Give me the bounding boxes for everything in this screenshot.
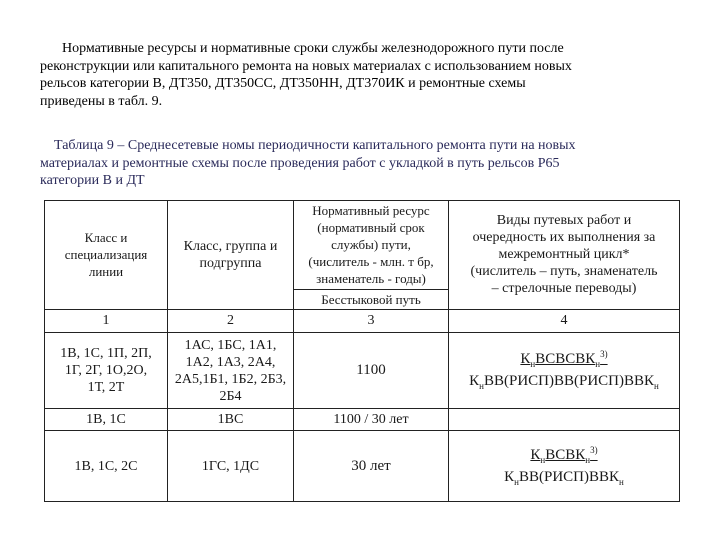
scheme-text: ВСВСВК <box>535 351 596 368</box>
scheme-denominator <box>453 469 675 491</box>
header-text: службы) пути, <box>331 237 411 253</box>
cell-repair-scheme <box>449 332 680 409</box>
header-text: Виды путевых работ и <box>496 213 632 229</box>
scheme-denominator <box>453 373 675 395</box>
table-row <box>45 431 680 502</box>
header-text: межремонтный цикл* <box>498 247 630 263</box>
scheme-subscript: н <box>514 476 519 487</box>
scheme-numerator <box>520 346 607 373</box>
header-text: знаменатель - годы) <box>316 271 426 287</box>
header-text: Класс, группа и <box>183 238 278 254</box>
cell-line-class: 1В, 1С <box>45 409 168 431</box>
cell-text: 1В, 1С, 1П, 2П, <box>60 346 152 362</box>
cell-resource: 1100 <box>294 332 449 409</box>
table-header-row <box>45 201 680 290</box>
cell-line-class <box>45 332 168 409</box>
caption-line: материалах и ремонтные схемы после проведения работ с укладкой в путь рельсов Р65 <box>40 155 560 171</box>
column-number: 3 <box>294 309 449 332</box>
column-number: 1 <box>45 309 168 332</box>
header-text: подгруппа <box>199 255 262 271</box>
column-number-row <box>45 309 680 332</box>
header-text: (числитель - млн. т бр, <box>308 254 434 270</box>
cell-group <box>168 332 294 409</box>
paragraph-line: приведены в табл. 9. <box>40 93 163 109</box>
cell-text: 1АС, 1БС, 1А1, <box>184 337 277 353</box>
paragraph-line: реконструкции или капитального ремонта на новых материалах с использованием новых <box>40 58 572 74</box>
header-text: Нормативный ресурс <box>312 203 430 219</box>
intro-paragraph <box>40 40 680 110</box>
scheme-subscript: н <box>540 454 546 465</box>
header-text: Класс и <box>84 230 128 246</box>
scheme-numerator <box>530 442 597 469</box>
header-text: (числитель – путь, знаменатель <box>470 264 658 280</box>
table-row <box>45 409 680 431</box>
scheme-text: К <box>504 468 515 485</box>
cell-resource: 30 лет <box>294 431 449 502</box>
scheme-subscript: н <box>595 359 601 370</box>
cell-resource: 1100 / 30 лет <box>294 409 449 431</box>
scheme-text: К <box>530 446 541 463</box>
paragraph-line: Нормативные ресурсы и нормативные сроки службы железнодорожного пути после <box>62 41 564 56</box>
column-number: 4 <box>449 309 680 332</box>
scheme-text: ВВ(РИСП)ВВК <box>518 468 620 485</box>
footnote-ref: 3) <box>600 349 608 360</box>
header-text: специализация <box>64 247 148 263</box>
scheme-text: ВСВК <box>545 446 586 463</box>
scheme-text: К <box>469 373 480 390</box>
column-number: 2 <box>168 309 294 332</box>
caption-line: категории В и ДТ <box>40 173 145 188</box>
scheme-subscript: н <box>479 381 484 392</box>
header-class-line <box>45 201 168 310</box>
norms-table <box>44 200 680 502</box>
cell-text: 1А2, 1А3, 2А4, <box>185 354 276 370</box>
caption-line: Таблица 9 – Среднесетевые номы периодичности капитального ремонта пути на новых <box>54 138 576 153</box>
cell-repair-scheme <box>449 409 680 431</box>
scheme-text: К <box>520 351 531 368</box>
cell-text: 2Б4 <box>219 388 242 404</box>
scheme-subscript: н <box>585 454 591 465</box>
scheme-subscript: н <box>619 476 624 487</box>
paragraph-line: рельсов категории В, ДТ350, ДТ350СС, ДТ350НН, ДТ370ИК и ремонтные схемы <box>40 76 526 91</box>
header-text: (нормативный срок <box>317 220 425 236</box>
header-norm-resource <box>294 201 449 290</box>
header-work-types <box>449 201 680 310</box>
table-row <box>45 332 680 409</box>
scheme-subscript: н <box>654 381 659 392</box>
cell-text: 1Г, 2Г, 1О,2О, <box>64 363 148 379</box>
scheme-text: ВВ(РИСП)ВВ(РИСП)ВВК <box>483 373 655 390</box>
cell-group: 1ВС <box>168 409 294 431</box>
header-jointless-track: Бесстыковой путь <box>294 289 449 309</box>
cell-line-class: 1В, 1С, 2С <box>45 431 168 502</box>
scheme-subscript: н <box>530 359 536 370</box>
cell-text: 2А5,1Б1, 1Б2, 2Б3, <box>174 371 287 387</box>
footnote-ref: 3) <box>590 444 598 455</box>
table-caption <box>40 137 680 190</box>
header-text: линии <box>88 264 124 280</box>
cell-repair-scheme <box>449 431 680 502</box>
cell-group: 1ГС, 1ДС <box>168 431 294 502</box>
header-text: – стрелочные переводы) <box>491 281 637 297</box>
cell-text: 1Т, 2Т <box>87 380 125 396</box>
header-text: очередность их выполнения за <box>472 230 656 246</box>
header-class-group <box>168 201 294 310</box>
